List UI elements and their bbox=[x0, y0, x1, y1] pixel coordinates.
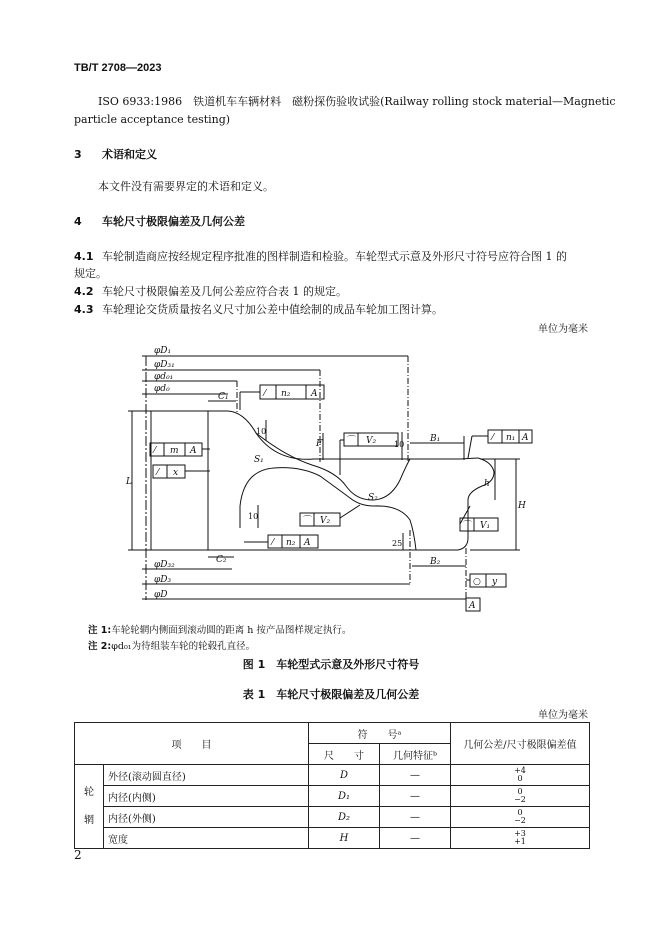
table-row bbox=[75, 765, 590, 786]
row-size: D₁ bbox=[309, 786, 380, 807]
svg-text:⌒: ⌒ bbox=[303, 516, 313, 526]
note-label: 注 2: bbox=[88, 641, 112, 652]
frame-V2-top: V₂ bbox=[366, 436, 377, 446]
row-name: 外径(滚动圆直径) bbox=[104, 765, 309, 786]
figure-note-2 bbox=[88, 638, 255, 652]
frame-A-top: A bbox=[311, 389, 318, 399]
row-geom: — bbox=[380, 786, 451, 807]
label-B1: B₁ bbox=[430, 434, 441, 444]
unit-label-figure: 单位为毫米 bbox=[538, 324, 588, 335]
label-B2: B₂ bbox=[430, 557, 441, 567]
clause-text: 车轮尺寸极限偏差及几何公差应符合表 1 的规定。 bbox=[102, 285, 347, 298]
label-D31: φD₃₁ bbox=[154, 360, 175, 370]
label-d01: φd₀₁ bbox=[154, 372, 174, 382]
figure-caption: 图 1 车轮型式示意及外形尺寸符号 bbox=[242, 658, 420, 671]
row-tolerance bbox=[451, 828, 590, 849]
group-label-char-2: 辋 bbox=[84, 814, 94, 826]
label-H: H bbox=[518, 501, 526, 511]
clause-number: 4.1 bbox=[74, 250, 94, 263]
clause-text: 车轮理论交货质量按名义尺寸加公差中值绘制的成品车轮加工图计算。 bbox=[102, 303, 443, 316]
frame-n2-bottom: n₂ bbox=[286, 538, 296, 548]
note-text: φd₀₁为待组装车轮的轮毂孔直径。 bbox=[111, 641, 256, 652]
hub-outline bbox=[151, 411, 208, 550]
unit-label-table: 单位为毫米 bbox=[538, 710, 588, 721]
row-size: D₂ bbox=[309, 807, 380, 828]
frame-A-rim: A bbox=[522, 433, 529, 443]
section-title: 术语和定义 bbox=[102, 148, 157, 161]
row-tolerance bbox=[451, 765, 590, 786]
upper-deviation: 0 bbox=[517, 787, 523, 796]
standard-number: TB/T 2708—2023 bbox=[74, 62, 162, 74]
svg-text:⁄: ⁄ bbox=[157, 468, 159, 478]
header-geom: 几何特征ᵇ bbox=[380, 744, 451, 765]
lower-profile bbox=[240, 468, 416, 550]
table-row bbox=[75, 828, 590, 849]
svg-text:⁄: ⁄ bbox=[272, 538, 274, 548]
label-S1: S₁ bbox=[254, 455, 264, 465]
figure-note-1 bbox=[88, 622, 351, 636]
label-25: 25 bbox=[392, 539, 403, 548]
svg-text:⁄: ⁄ bbox=[154, 446, 156, 456]
frame-A-bottom: A bbox=[304, 538, 311, 548]
label-h: h bbox=[484, 479, 490, 489]
header-tolerance: 几何公差/尺寸极限偏差值 bbox=[451, 723, 590, 765]
table-caption: 表 1 车轮尺寸极限偏差及几何公差 bbox=[242, 688, 420, 701]
upper-deviation: +3 bbox=[514, 829, 526, 838]
note-label: 注 1: bbox=[88, 625, 112, 636]
table-row bbox=[75, 786, 590, 807]
svg-text:⌒: ⌒ bbox=[347, 436, 357, 446]
label-L: L bbox=[126, 477, 132, 487]
clause-text: 车轮制造商应按经规定程序批准的图样制造和检验。车轮型式示意及外形尺寸符号应符合图 1 的 bbox=[102, 250, 567, 263]
group-label-char-1: 轮 bbox=[84, 786, 94, 798]
lower-deviation: −2 bbox=[514, 795, 526, 804]
clause-number: 4.2 bbox=[74, 285, 94, 298]
lower-deviation: −2 bbox=[514, 816, 526, 825]
header-item: 项 目 bbox=[75, 723, 309, 765]
clause-number: 4.3 bbox=[74, 303, 94, 316]
section-3-body: 本文件没有需要界定的术语和定义。 bbox=[98, 180, 274, 193]
lower-deviation: +1 bbox=[514, 837, 526, 846]
label-D3: φD₃ bbox=[154, 575, 172, 585]
row-size: H bbox=[309, 828, 380, 849]
clause-4-1-cont: 规定。 bbox=[74, 267, 107, 280]
group-label-rim bbox=[75, 765, 104, 849]
row-name: 内径(外侧) bbox=[104, 807, 309, 828]
row-geom: — bbox=[380, 765, 451, 786]
row-geom: — bbox=[380, 807, 451, 828]
svg-text:⁄: ⁄ bbox=[492, 433, 494, 443]
upper-deviation: +4 bbox=[514, 766, 526, 775]
label-d0: φd₀ bbox=[154, 384, 170, 394]
header-size: 尺 寸 bbox=[309, 744, 380, 765]
reference-line-1: ISO 6933:1986 铁道机车车辆材料 磁粉探伤验收试验(Railway rolling stock material—Magnetic bbox=[98, 95, 616, 108]
label-10-c: 10 bbox=[248, 512, 259, 521]
page-number: 2 bbox=[74, 848, 82, 862]
label-C2: C₂ bbox=[216, 555, 227, 565]
row-name: 内径(内侧) bbox=[104, 786, 309, 807]
svg-text:⌒: ⌒ bbox=[463, 521, 473, 531]
frame-n1: n₁ bbox=[506, 433, 516, 443]
label-C1: C₁ bbox=[218, 392, 229, 402]
row-tolerance bbox=[451, 807, 590, 828]
frame-A-datum: A bbox=[469, 601, 476, 611]
frame-x: x bbox=[173, 468, 179, 478]
section-number: 4 bbox=[74, 215, 82, 228]
note-text: 车轮轮辋内侧面到滚动圆的距离 h 按产品图样规定执行。 bbox=[111, 625, 352, 636]
frame-A-hub: A bbox=[190, 446, 197, 456]
svg-text:○: ○ bbox=[473, 577, 481, 587]
section-number: 3 bbox=[74, 148, 82, 161]
row-geom: — bbox=[380, 828, 451, 849]
web-contour bbox=[256, 433, 410, 500]
upper-deviation: 0 bbox=[517, 808, 523, 817]
row-name: 宽度 bbox=[104, 828, 309, 849]
section-title: 车轮尺寸极限偏差及几何公差 bbox=[102, 215, 245, 228]
frame-V2-bottom: V₂ bbox=[320, 516, 331, 526]
frame-V1: V₁ bbox=[480, 521, 491, 531]
label-S2: S₂ bbox=[368, 493, 378, 503]
label-10-a: 10 bbox=[256, 427, 267, 436]
frame-n2-top: n₂ bbox=[281, 389, 291, 399]
label-D: φD bbox=[154, 590, 168, 600]
lower-deviation: 0 bbox=[517, 774, 523, 783]
header-symbol: 符 号ᵃ bbox=[309, 723, 451, 744]
row-tolerance bbox=[451, 786, 590, 807]
frame-m: m bbox=[170, 446, 179, 456]
tolerance-table bbox=[74, 722, 590, 849]
frame-y: y bbox=[492, 577, 498, 587]
flange-and-base bbox=[208, 458, 494, 550]
row-size: D bbox=[309, 765, 380, 786]
label-D1: φD₁ bbox=[154, 346, 172, 356]
reference-line-2: particle acceptance testing) bbox=[74, 113, 231, 126]
label-D32: φD₃₂ bbox=[154, 560, 175, 570]
label-10-b: 10 bbox=[394, 440, 405, 449]
table-row bbox=[75, 807, 590, 828]
svg-text:⁄: ⁄ bbox=[264, 389, 266, 399]
label-F: F bbox=[316, 439, 323, 449]
